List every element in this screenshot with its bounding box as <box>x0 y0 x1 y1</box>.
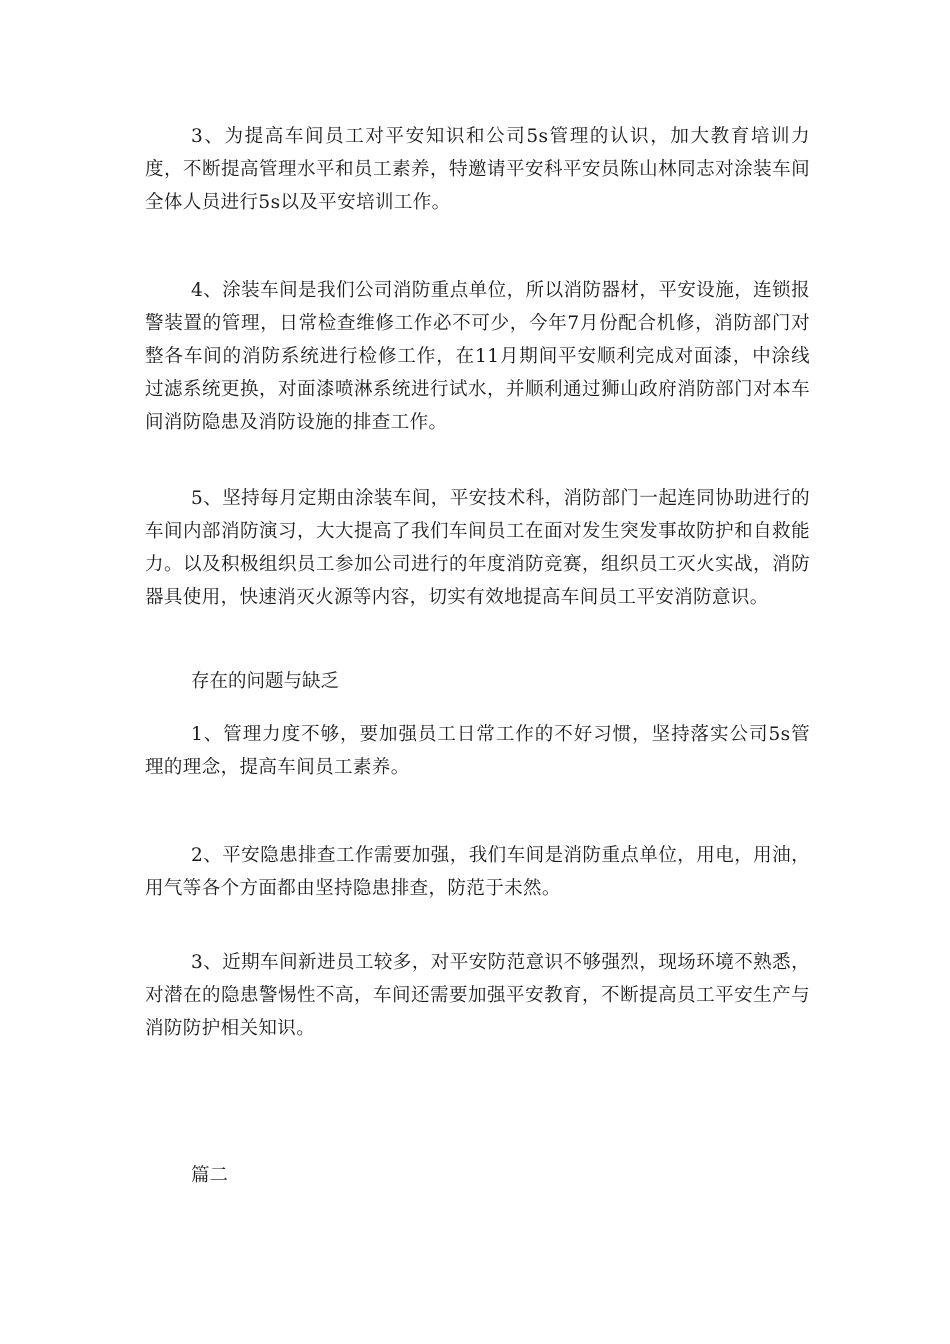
problem-2: 2、平安隐患排查工作需要加强，我们车间是消防重点单位，用电，用油，用气等各个方面都由坚持隐患排查，防范于未然。 <box>145 845 810 899</box>
paragraph-5: 5、坚持每月定期由涂装车间，平安技术科，消防部门一起连同协助进行的车间内部消防演习，大大提高了我们车间员工在面对发生突发事故防护和自救能力。以及积极组织员工参加公司进行的年度消防竞赛，组织员工灭火实战，消防器具使用，快速消灭火源等内容，切实有效地提高车间员工平安消防意识。 <box>145 488 810 608</box>
problem-1: 1、管理力度不够，要加强员工日常工作的不好习惯，坚持落实公司5s管理的理念，提高车间员工素养。 <box>145 724 810 778</box>
section-heading-problems: 存在的问题与缺乏 <box>191 671 340 692</box>
problem-3: 3、近期车间新进员工较多，对平安防范意识不够强烈，现场环境不熟悉，对潜在的隐患警惕性不高，车间还需要加强平安教育，不断提高员工平安生产与消防防护相关知识。 <box>145 952 810 1039</box>
paragraph-3: 3、为提高车间员工对平安知识和公司5s管理的认识，加大教育培训力度，不断提高管理水平和员工素养，特邀请平安科平安员陈山林同志对涂装车间全体人员进行5s以及平安培训工作。 <box>145 126 810 213</box>
paragraph-4: 4、涂装车间是我们公司消防重点单位，所以消防器材，平安设施，连锁报警装置的管理，日常检查维修工作必不可少，今年7月份配合机修，消防部门对整各车间的消防系统进行检修工作，在11月期间平安顺利完成对面漆，中涂线过滤系统更换，对面漆喷淋系统进行试水，并顺利通过狮山政府消防部门对本车间消防隐患及消防设施的排查工作。 <box>145 280 810 433</box>
section-heading-part-two: 篇二 <box>191 1165 229 1186</box>
